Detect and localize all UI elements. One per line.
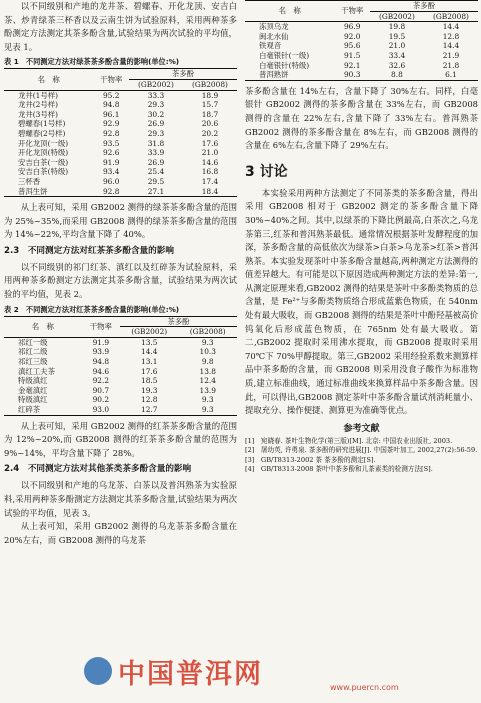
- section-2-3-paragraph: 以不同级别的祁门红茶、滇红以及红碎茶为试验原料，采用两种茶多酚测定方法测定其茶多酚含量，试验结果为两次试验的平均值，见表 2。: [4, 261, 237, 300]
- left-column: [4, 0, 237, 547]
- table3-cell-a: 21.0: [388, 41, 406, 51]
- table3-cell-b: 21.9: [442, 50, 460, 60]
- table1-discussion: 从上表可知，采用 GB2002 测得的绿茶茶多酚含量的范围为 25%~35%,而采用 GB2008 测得的绿茶茶多酚含量的范围为 14%~22%,平均含量下降了 40%。: [4, 202, 237, 240]
- table3-cell-a: 33.4: [388, 50, 406, 60]
- table1-row: [4, 139, 237, 149]
- table1-cell-name: 龙井(3号样): [18, 109, 59, 119]
- table1-cell-b: 20.6: [201, 119, 219, 129]
- table2-cell-dry: 90.7: [92, 385, 110, 395]
- table1-cell-a: 29.3: [147, 128, 165, 138]
- table3-cell-a: 19.8: [388, 22, 406, 32]
- table3-cell-dry: 96.9: [343, 22, 361, 32]
- table1-cell-b: 18.4: [201, 186, 219, 196]
- table1-cell-b: 18.7: [201, 109, 219, 119]
- table3-cell-name: 普洱熟饼: [259, 70, 289, 80]
- table1-row: [4, 167, 237, 177]
- table2: [4, 316, 237, 416]
- table3-cell-b: 14.4: [442, 41, 460, 51]
- watermark-url: www.puercn.com: [330, 683, 399, 692]
- table3-header-gb2008: (GB2008): [424, 11, 478, 22]
- table1-cell-a: 26.9: [147, 157, 165, 167]
- table3-cell-b: 14.4: [442, 22, 460, 32]
- table2-cell-dry: 93.9: [92, 347, 110, 357]
- table2-caption: 表 2 不同测定方法对红茶茶多酚含量的影响(单位:%): [4, 304, 180, 314]
- table1-cell-b: 20.2: [201, 128, 219, 138]
- table1-cell-name: 三杯香: [18, 176, 41, 186]
- table2-cell-a: 13.1: [141, 357, 158, 367]
- table1-cell-dry: 93.4: [102, 167, 120, 177]
- table1-header-name: 名 称: [4, 69, 93, 90]
- table2-row: [4, 367, 237, 377]
- table1-cell-name: 碧螺春(1号样): [18, 119, 66, 129]
- table2-row: [4, 376, 237, 386]
- table3-cell-name: 冻顶乌龙: [259, 22, 289, 32]
- table2-cell-name: 特级滇红: [18, 395, 48, 405]
- table1-cell-b: 17.6: [201, 138, 219, 148]
- table1-row: [4, 177, 237, 187]
- table1-row: [4, 158, 237, 168]
- table2-cell-a: 18.5: [141, 376, 158, 386]
- intro-paragraph: 以不同级别和产地的龙井茶、碧螺春、开化龙顶、安吉白茶、炒青绿茶三杯香以及云南生饼为试验原料，采用两种茶多酚测定方法测定其茶多酚含量,试验结果为两次试验的平均值，见表 1。: [4, 1, 237, 52]
- table3-cell-b: 21.8: [442, 60, 460, 70]
- table3-row: [245, 70, 478, 80]
- table2-header-gb2008: (GB2008): [178, 327, 237, 338]
- table2-cell-dry: 91.9: [92, 337, 110, 347]
- table2-cell-b: 9.3: [201, 405, 214, 414]
- table2-cell-b: 9.3: [201, 337, 214, 347]
- table2-cell-b: 13.8: [199, 366, 216, 376]
- table1-header-tp: 茶多酚: [129, 69, 237, 80]
- table1-cell-a: 33.3: [147, 90, 165, 100]
- table2-cell-dry: 94.8: [92, 357, 110, 367]
- table1-row: [4, 148, 237, 158]
- table3: [245, 0, 478, 81]
- table1-cell-name: 碧螺春(2号样): [18, 128, 66, 138]
- table2-cell-dry: 93.0: [92, 405, 110, 414]
- table1-cell-b: 15.7: [201, 100, 219, 110]
- table2-row: [4, 337, 237, 347]
- table1-cell-dry: 93.5: [102, 138, 120, 148]
- table2-cell-b: 10.3: [199, 347, 216, 357]
- table1-row: [4, 90, 237, 100]
- section-2-4-paragraph: 以不同级别和产地的乌龙茶、白茶以及普洱熟茶为实验原料,采用两种茶多酚测定方法测定其茶多酚含量,试验结果为两次试验的平均值，见表 3。: [4, 480, 237, 518]
- table3-cell-name: 铁观音: [259, 41, 282, 51]
- table2-cell-a: 12.8: [141, 395, 158, 405]
- table3-discussion-start: 从上表可知，采用 GB2002 测得的乌龙茶茶多酚含量在 20%左右，而 GB2008 测得的乌龙茶: [4, 521, 237, 545]
- table1-cell-dry: 92.9: [102, 119, 120, 129]
- table2-cell-name: 金毫滇红: [18, 385, 48, 395]
- watermark-text: 中国普洱网: [118, 659, 263, 690]
- table3-cell-a: 19.5: [388, 31, 406, 41]
- table1-cell-a: 25.4: [147, 167, 165, 177]
- table2-cell-name: 滇红工夫茶: [18, 366, 55, 376]
- table2-cell-dry: 90.2: [92, 395, 110, 405]
- table2-row: [4, 405, 237, 415]
- reference-2: [2] 屠幼英, 许勇泉. 茶多酚的研究进展[J]. 中国茶叶加工, 2002,27(2):56-59.: [245, 446, 478, 455]
- table2-header-gb2002: (GB2002): [120, 327, 179, 338]
- table3-row: [245, 41, 478, 51]
- table1-cell-name: 开化龙顶(特级): [18, 148, 69, 158]
- table1-cell-b: 17.4: [201, 176, 219, 186]
- watermark-logo-icon: [84, 657, 112, 685]
- table2-cell-a: 13.5: [141, 337, 158, 347]
- table2-cell-dry: 92.2: [92, 376, 110, 386]
- table2-discussion: 从上表可知，采用 GB2002 测得的红茶茶多酚含量的范围为 12%~20%,而 GB2008 测得的红茶茶多酚含量的范围为 9%~14%，平均含量下降了 28%。: [4, 420, 237, 458]
- table1-cell-name: 龙井(1号样): [18, 90, 59, 100]
- right-column: [245, 0, 478, 475]
- table2-cell-dry: 94.6: [92, 366, 110, 376]
- table2-cell-name: 祁红一级: [18, 337, 48, 347]
- table1-header-dry: 干物率: [93, 69, 128, 90]
- table3-header-name: 名 称: [245, 1, 334, 22]
- discussion-paragraph: 本实验采用两种方法测定了不同茶类的茶多酚含量，得出采用 GB2008 相对于 GB2002 测定的茶多酚含量下降 30%~40%之间。其中,以绿茶的下降比例最高,白茶次之,乌龙茶第三,红茶和普洱熟茶最低。通常情况根据茶叶发酵程度的加深，茶多酚含量的高低依次为绿茶>白茶>乌龙茶>红茶>普洱熟茶。本实验发现茶叶中茶多酚含量越高,两种测定方法测得的值差异越大。有可能是以下原因造成两种测定方法的差异:第一,从测定原理来看,GB2002 测得的结果是茶叶中多酚类物质的总含量，是 Fe²⁺与多酚类物质络合形成蓝紫色物质，在 540nm 处有最大吸收，而 GB2008 测得的结果是茶叶中酚羟基被高价钨氧化后形成蓝色物质，在 765nm 处有最大吸收。第二,GB2002 提取时采用沸水提取，而 GB2008 提取时采用 70℃下 70%甲醇提取。第三,GB2002 采用经验系数来测算样品中茶多酚的含量，而 GB2008 则采用没食子酸作为标准物质,建立标准曲线，通过标准曲线来换算样品中茶多酚含量。因此，可以得出,GB2008 测定茶叶中茶多酚含量试剂消耗量小、提取充分、操作便捷、测算更为准确等优点。: [245, 187, 478, 416]
- table3-row: [245, 61, 478, 71]
- table2-cell-a: 14.4: [141, 347, 158, 357]
- table3-cell-name: 闽北水仙: [259, 31, 289, 41]
- table3-row: [245, 32, 478, 42]
- table1-cell-b: 18.9: [201, 90, 219, 100]
- table3-cell-name: 白毫银针(一级): [259, 50, 310, 60]
- table3-row: [245, 51, 478, 61]
- table2-cell-b: 9.3: [201, 395, 214, 405]
- table1: [4, 68, 237, 197]
- table2-cell-a: 17.6: [141, 366, 158, 376]
- references-heading: 参考文献: [343, 423, 380, 434]
- table3-header-tp: 茶多酚: [370, 1, 478, 12]
- table1-cell-b: 21.0: [201, 148, 219, 158]
- table2-cell-a: 12.7: [141, 405, 158, 414]
- table1-cell-name: 安吉白茶(一级): [18, 157, 69, 167]
- table1-cell-a: 33.9: [147, 148, 165, 158]
- table3-cell-dry: 92.0: [343, 31, 361, 41]
- table1-cell-a: 30.2: [147, 109, 165, 119]
- table1-cell-dry: 92.6: [102, 148, 120, 158]
- table1-cell-dry: 96.1: [102, 109, 120, 119]
- table3-cell-dry: 90.3: [343, 70, 361, 80]
- table2-cell-b: 13.9: [199, 385, 216, 395]
- table3-discussion: 茶多酚含量在 14%左右，含量下降了 30%左右。同样，白毫银针 GB2002 测得的茶多酚含量在 33%左右，而 GB2008 测得的含量在 22%左右,含量下降了 33%左右。普洱熟茶 GB2002 测得的茶多酚含量在 8%左右，而 GB2008 测得的含量在 6%左右,含量下降了 29%左右。: [245, 85, 478, 151]
- table1-cell-b: 16.8: [201, 167, 219, 177]
- table2-header-tp: 茶多酚: [120, 316, 237, 327]
- table1-row: [4, 119, 237, 129]
- section-2-4-heading: 2.4 不同测定方法对其他茶类茶多酚含量的影响: [4, 464, 192, 475]
- table2-cell-name: 祁红三级: [18, 357, 48, 367]
- table1-cell-dry: 95.2: [102, 90, 120, 100]
- table2-cell-b: 9.8: [201, 357, 214, 367]
- table3-cell-a: 32.6: [388, 60, 406, 70]
- table1-row: [4, 100, 237, 110]
- table3-cell-dry: 91.5: [343, 50, 361, 60]
- table1-cell-b: 14.6: [201, 157, 219, 167]
- table1-cell-a: 31.8: [147, 138, 165, 148]
- reference-4: [4] GB/T8313-2008 茶叶中茶多酚和儿茶素类的检测方法[S].: [245, 465, 433, 474]
- table2-row: [4, 386, 237, 396]
- table1-cell-name: 安吉白茶(特级): [18, 167, 69, 177]
- table1-cell-name: 开化龙顶(一级): [18, 138, 69, 148]
- table1-row: [4, 129, 237, 139]
- table3-cell-b: 6.1: [445, 70, 457, 80]
- table1-row: [4, 187, 237, 197]
- table1-header-gb2002: (GB2002): [129, 79, 183, 90]
- table1-row: [4, 110, 237, 120]
- table1-cell-a: 29.5: [147, 176, 165, 186]
- table3-cell-b: 12.8: [442, 31, 460, 41]
- table1-cell-dry: 92.8: [102, 128, 120, 138]
- table3-cell-a: 8.8: [391, 70, 403, 80]
- table2-cell-name: 祁红二级: [18, 347, 48, 357]
- table3-cell-dry: 95.6: [343, 41, 361, 51]
- reference-3: [3] GB/T8313-2002 茶 茶多酚的测定[S].: [245, 455, 376, 464]
- table1-cell-name: 龙井(2号样): [18, 100, 59, 110]
- table3-cell-name: 白毫银针(特级): [259, 60, 310, 70]
- table1-cell-dry: 91.9: [102, 157, 120, 167]
- table3-header-dry: 干物率: [334, 1, 369, 22]
- table2-header-dry: 干物率: [82, 316, 120, 337]
- section-2-3-heading: 2.3 不同测定方法对红茶茶多酚含量的影响: [4, 245, 174, 256]
- table2-cell-a: 19.3: [141, 385, 158, 395]
- table2-cell-name: 红碎茶: [18, 405, 41, 414]
- table1-cell-a: 27.1: [147, 186, 165, 196]
- table3-row: [245, 22, 478, 32]
- table3-header-gb2002: (GB2002): [370, 11, 424, 22]
- table2-cell-b: 12.4: [199, 376, 216, 386]
- table2-row: [4, 347, 237, 357]
- table1-cell-dry: 96.0: [102, 176, 120, 186]
- table1-caption: 表 1 不同测定方法对绿茶茶多酚含量的影响(单位:%): [4, 57, 180, 67]
- table1-cell-dry: 94.8: [102, 100, 120, 110]
- reference-1: [1] 宛晓春. 茶叶生物化学(第三版)[M]. 北京: 中国农业出版社, 2003.: [245, 436, 453, 445]
- table2-row: [4, 395, 237, 405]
- table2-row: [4, 357, 237, 367]
- table1-cell-a: 29.3: [147, 100, 165, 110]
- table1-cell-dry: 92.8: [102, 186, 120, 196]
- table1-cell-a: 26.9: [147, 119, 165, 129]
- table2-cell-name: 特级滇红: [18, 376, 48, 386]
- section-3-heading: 3 讨论: [245, 163, 288, 180]
- table2-header-name: 名 称: [4, 316, 82, 337]
- table1-cell-name: 普洱生饼: [18, 186, 48, 196]
- table1-header-gb2008: (GB2008): [183, 79, 237, 90]
- table3-cell-dry: 92.1: [343, 60, 361, 70]
